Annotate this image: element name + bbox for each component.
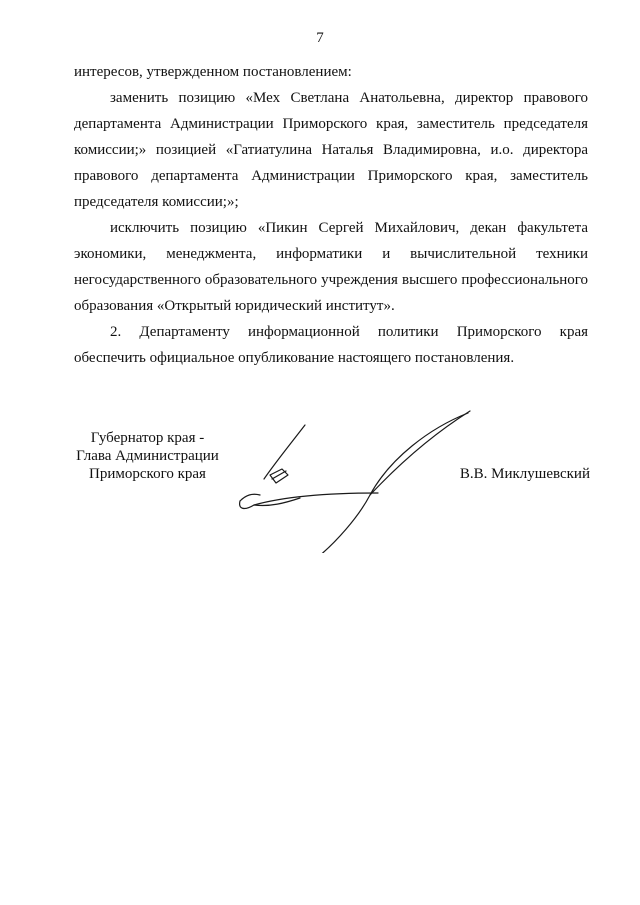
signatory-title (60, 429, 235, 483)
signature-block (60, 425, 590, 565)
paragraph-publication: 2. Департаменту информационной политики Приморского края обеспечить официальное опубликование настоящего постановления. (74, 324, 588, 366)
signatory-title-line: Приморского края (89, 466, 206, 482)
document-body (74, 59, 588, 371)
signatory-title-line: Губернатор края - (90, 430, 205, 446)
paragraph-replace-position: заменить позицию «Мех Светлана Анатольевна, директор правового департамента Администрации Приморского края, заместитель председателя комиссии;» позицией «Гатиатулина Наталья Владимировна, и.о. директора правового департамента Администрации Приморского края, заместитель председателя комиссии;»; (74, 90, 588, 210)
paragraph-intro: интересов, утвержденном постановлением: (74, 64, 352, 80)
page-number: 7 (316, 30, 324, 46)
signatory-title-line: Глава Администрации (76, 448, 219, 464)
signatory-name: В.В. Миклушевский (459, 466, 590, 482)
handwritten-signature (230, 383, 480, 553)
paragraph-exclude-position: исключить позицию «Пикин Сергей Михайлович, декан факультета экономики, менеджмента, информатики и вычислительной техники негосударственного образовательного учреждения высшего профессионального образования «Открытый юридический институт». (74, 220, 588, 314)
